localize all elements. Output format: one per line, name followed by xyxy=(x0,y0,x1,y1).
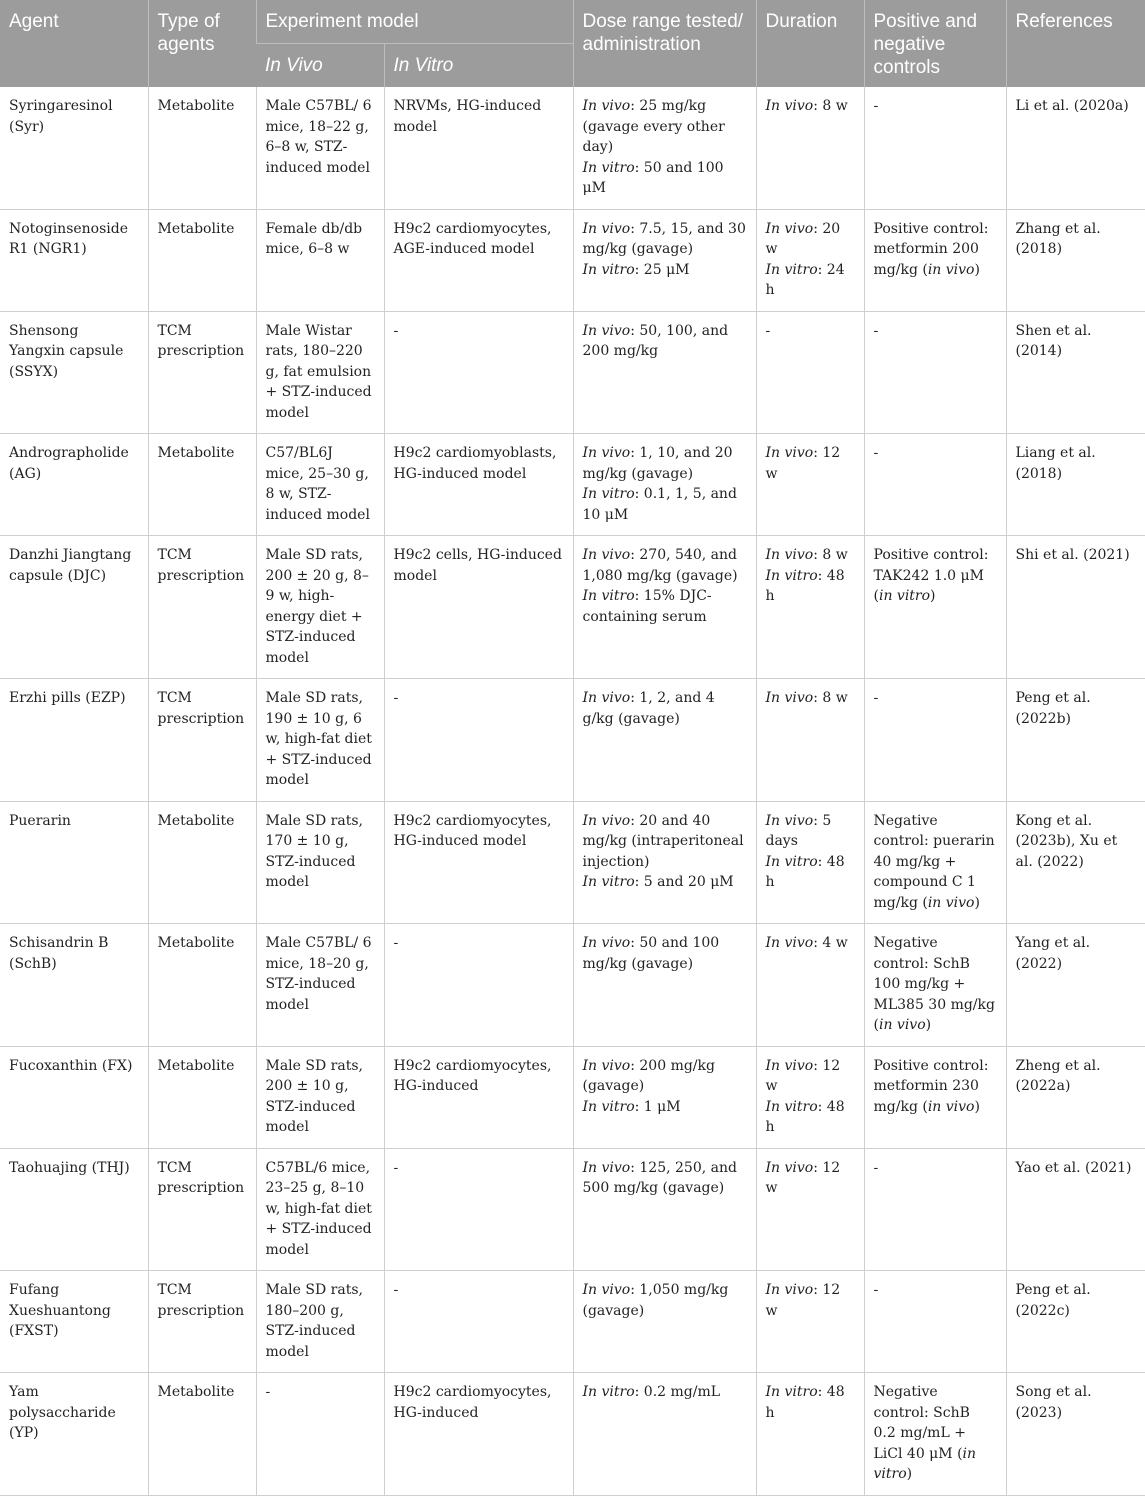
entry-value: : 8 w xyxy=(813,98,848,114)
in-vivo-cell: Male C57BL/ 6 mice, 18–20 g, STZ-induced model xyxy=(256,924,384,1047)
in-vitro-cell: - xyxy=(384,311,573,434)
table-row xyxy=(0,679,1145,802)
in-vitro-cell: H9c2 cardiomyoblasts, HG-induced model xyxy=(384,434,573,536)
duration-cell xyxy=(756,801,864,924)
type-cell: Metabolite xyxy=(148,924,256,1047)
in-vivo-cell: Male Wistar rats, 180–220 g, fat emulsion + STZ-induced model xyxy=(256,311,384,434)
dose-cell-entry xyxy=(583,260,747,281)
controls-cell: - xyxy=(864,311,1006,434)
references-cell: Shi et al. (2021) xyxy=(1006,536,1145,679)
type-cell: Metabolite xyxy=(148,209,256,311)
duration-cell xyxy=(756,1046,864,1148)
context-label: In vivo xyxy=(765,812,814,829)
references-cell: Shen et al. (2014) xyxy=(1006,311,1145,434)
context-label: In vitro xyxy=(765,261,818,278)
in-vivo-cell: Male C57BL/ 6 mice, 18–22 g, 6–8 w, STZ-induced model xyxy=(256,87,384,209)
in-vivo-cell: Male SD rats, 170 ± 10 g, STZ-induced model xyxy=(256,801,384,924)
in-vivo-cell: Female db/db mice, 6–8 w xyxy=(256,209,384,311)
context-label: In vivo xyxy=(765,1282,814,1298)
context-label: In vivo xyxy=(582,935,631,951)
table-row xyxy=(0,87,1145,209)
entry-value: : 1, 2, and 4 g/kg (gavage) xyxy=(582,690,715,727)
controls-cell: Positive control: metformin 230 mg/kg (in vivo) xyxy=(864,1046,1006,1148)
table-row xyxy=(0,1271,1145,1373)
header-references: References xyxy=(1006,0,1145,87)
dose-cell-entry xyxy=(583,96,747,158)
dose-cell-entry xyxy=(583,545,747,586)
dose-cell-entry xyxy=(583,688,747,729)
references-cell: Song et al. (2023) xyxy=(1006,1373,1145,1496)
entry-value: : 15% DJC-containing serum xyxy=(582,588,712,625)
table-row xyxy=(0,209,1145,311)
duration-cell xyxy=(756,434,864,536)
dose-cell xyxy=(573,311,756,434)
header-duration: Duration xyxy=(756,0,864,87)
duration-cell-entry xyxy=(766,1097,855,1138)
in-vitro-cell: H9c2 cardiomyocytes, AGE-induced model xyxy=(384,209,573,311)
context-label: In vivo xyxy=(582,1282,631,1298)
entry-value: : 50, 100, and 200 mg/kg xyxy=(582,322,729,359)
duration-cell xyxy=(756,87,864,209)
context-label: In vitro xyxy=(582,588,635,604)
entry-value: : 50 and 100 mg/kg (gavage) xyxy=(582,935,720,972)
references-cell: Peng et al. (2022c) xyxy=(1006,1271,1145,1373)
context-label: In vivo xyxy=(582,1057,631,1074)
entry-value: : 48 h xyxy=(765,1384,845,1421)
context-label: In vivo xyxy=(582,220,631,237)
dose-cell xyxy=(573,924,756,1047)
duration-cell xyxy=(756,536,864,679)
table-row xyxy=(0,1373,1145,1496)
context-label: In vitro xyxy=(765,1098,818,1115)
context-label: In vitro xyxy=(582,1384,635,1400)
type-cell: TCM prescription xyxy=(148,679,256,802)
in-vivo-cell: Male SD rats, 180–200 g, STZ-induced model xyxy=(256,1271,384,1373)
duration-cell-entry xyxy=(766,96,855,117)
references-cell: Kong et al. (2023b), Xu et al. (2022) xyxy=(1006,801,1145,924)
dose-cell-entry xyxy=(583,1097,747,1118)
dose-cell xyxy=(573,536,756,679)
controls-cell: - xyxy=(864,679,1006,802)
context-label: In vivo xyxy=(582,547,631,563)
entry-value: : 8 w xyxy=(813,690,848,706)
dose-cell-entry xyxy=(583,933,747,974)
dose-cell xyxy=(573,1373,756,1496)
references-cell: Peng et al. (2022b) xyxy=(1006,679,1145,802)
dose-cell xyxy=(573,1271,756,1373)
duration-cell-entry xyxy=(766,811,855,852)
context-label: In vivo xyxy=(765,935,814,951)
duration-cell-entry xyxy=(766,545,855,566)
header-agent: Agent xyxy=(0,0,148,87)
entry-value: : 12 w xyxy=(765,445,841,482)
agent-cell: Erzhi pills (EZP) xyxy=(0,679,148,802)
agent-cell: Danzhi Jiangtang capsule (DJC) xyxy=(0,536,148,679)
table-row xyxy=(0,536,1145,679)
header-type: Type of agents xyxy=(148,0,256,87)
duration-cell-entry xyxy=(766,566,855,607)
context-label: In vivo xyxy=(765,1057,814,1074)
entry-value: : 25 μM xyxy=(634,261,690,278)
references-cell: Liang et al. (2018) xyxy=(1006,434,1145,536)
dose-cell-entry xyxy=(583,443,747,484)
context-label: In vivo xyxy=(582,690,631,706)
duration-cell xyxy=(756,1148,864,1271)
in-vitro-cell: H9c2 cardiomyocytes, HG-induced xyxy=(384,1373,573,1496)
dose-cell-entry xyxy=(583,872,747,893)
agent-cell: Puerarin xyxy=(0,801,148,924)
context-label: In vivo xyxy=(765,98,814,114)
duration-cell-entry xyxy=(766,1280,855,1321)
table-row xyxy=(0,1148,1145,1271)
context-label: in vivo xyxy=(927,261,975,278)
context-label: In vitro xyxy=(765,1384,818,1400)
entry-value: : 125, 250, and 500 mg/kg (gavage) xyxy=(582,1159,737,1196)
controls-cell: Negative control: SchB 100 mg/kg + ML385 30 mg/kg (in vivo) xyxy=(864,924,1006,1047)
duration-cell xyxy=(756,679,864,802)
context-label: in vitro xyxy=(878,588,931,604)
controls-cell: Positive control: TAK242 1.0 μM (in vitro) xyxy=(864,536,1006,679)
dose-cell-entry xyxy=(583,158,747,199)
in-vitro-cell: H9c2 cardiomyocytes, HG-induced model xyxy=(384,801,573,924)
table-row xyxy=(0,1046,1145,1148)
context-label: In vivo xyxy=(765,547,814,563)
entry-value: : 200 mg/kg (gavage) xyxy=(582,1057,715,1094)
in-vitro-cell: NRVMs, HG-induced model xyxy=(384,87,573,209)
context-label: In vivo xyxy=(582,812,631,829)
entry-value: : 12 w xyxy=(765,1282,841,1319)
duration-cell-entry xyxy=(766,1158,855,1199)
type-cell: Metabolite xyxy=(148,87,256,209)
duration-cell-entry xyxy=(766,852,855,893)
type-cell: Metabolite xyxy=(148,1373,256,1496)
agent-cell: Yam polysaccharide (YP) xyxy=(0,1373,148,1496)
duration-cell-entry xyxy=(766,1056,855,1097)
context-label: In vitro xyxy=(582,1098,635,1115)
context-label: In vivo xyxy=(582,98,631,114)
controls-cell: Positive control: metformin 200 mg/kg (in vivo) xyxy=(864,209,1006,311)
dose-cell-entry xyxy=(583,1056,747,1097)
context-label: In vitro xyxy=(765,853,818,870)
dose-cell xyxy=(573,801,756,924)
entry-value: : 270, 540, and 1,080 mg/kg (gavage) xyxy=(582,547,738,584)
table-row xyxy=(0,434,1145,536)
in-vitro-cell: - xyxy=(384,1148,573,1271)
type-cell: TCM prescription xyxy=(148,1271,256,1373)
agent-cell: Schisandrin B (SchB) xyxy=(0,924,148,1047)
references-cell: Zhang et al. (2018) xyxy=(1006,209,1145,311)
in-vivo-cell: Male SD rats, 200 ± 10 g, STZ-induced model xyxy=(256,1046,384,1148)
context-label: In vivo xyxy=(582,445,631,461)
dose-cell-entry xyxy=(583,1158,747,1199)
references-cell: Yang et al. (2022) xyxy=(1006,924,1145,1047)
dose-cell xyxy=(573,1148,756,1271)
in-vivo-cell: C57/BL6J mice, 25–30 g, 8 w, STZ-induced model xyxy=(256,434,384,536)
entry-value: : 50 and 100 μM xyxy=(582,159,724,196)
entry-value: : 5 days xyxy=(765,812,832,849)
type-cell: TCM prescription xyxy=(148,1148,256,1271)
entry-value: : 8 w xyxy=(813,547,848,563)
entry-value: : 12 w xyxy=(765,1057,841,1094)
duration-cell: - xyxy=(756,311,864,434)
controls-cell: Negative control: SchB 0.2 mg/mL + LiCl 40 μM (in vitro) xyxy=(864,1373,1006,1496)
header-in-vivo: In Vivo xyxy=(256,44,384,88)
agent-cell: Shensong Yangxin capsule (SSYX) xyxy=(0,311,148,434)
context-label: In vitro xyxy=(582,261,635,278)
agent-cell: Taohuajing (THJ) xyxy=(0,1148,148,1271)
header-controls: Positive and negative controls xyxy=(864,0,1006,87)
controls-cell: - xyxy=(864,1148,1006,1271)
table-row xyxy=(0,924,1145,1047)
dose-cell xyxy=(573,1046,756,1148)
context-label: In vivo xyxy=(582,1159,631,1176)
in-vitro-cell: H9c2 cardiomyocytes, HG-induced xyxy=(384,1046,573,1148)
dose-cell-entry xyxy=(583,321,747,362)
context-label: In vitro xyxy=(582,486,635,502)
entry-value: : 0.2 mg/mL xyxy=(634,1384,721,1400)
entry-value: : 12 w xyxy=(765,1159,841,1196)
entry-value: : 1 μM xyxy=(634,1098,681,1115)
dose-cell-entry xyxy=(583,1280,747,1321)
entry-value: : 25 mg/kg (gavage every other day) xyxy=(582,98,725,155)
dose-cell-entry xyxy=(583,811,747,873)
entry-value: : 48 h xyxy=(765,853,845,890)
entry-value: : 4 w xyxy=(813,935,848,951)
dose-cell-entry xyxy=(583,484,747,525)
duration-cell-entry xyxy=(766,443,855,484)
in-vivo-cell: Male SD rats, 190 ± 10 g, 6 w, high-fat diet + STZ-induced model xyxy=(256,679,384,802)
context-label: In vitro xyxy=(582,874,635,890)
type-cell: TCM prescription xyxy=(148,311,256,434)
controls-cell: - xyxy=(864,434,1006,536)
entry-value: : 5 and 20 μM xyxy=(634,874,734,890)
context-label: in vivo xyxy=(878,1017,926,1033)
duration-cell-entry xyxy=(766,1382,855,1423)
entry-value: : 0.1, 1, 5, and 10 μM xyxy=(582,486,737,523)
agent-cell: Fufang Xueshuantong (FXST) xyxy=(0,1271,148,1373)
table-row xyxy=(0,311,1145,434)
dose-cell-entry xyxy=(583,586,747,627)
controls-cell: - xyxy=(864,1271,1006,1373)
duration-cell xyxy=(756,209,864,311)
controls-cell: Negative control: puerarin 40 mg/kg + compound C 1 mg/kg (in vivo) xyxy=(864,801,1006,924)
context-label: In vivo xyxy=(765,445,814,461)
dose-cell xyxy=(573,679,756,802)
duration-cell-entry xyxy=(766,219,855,260)
context-label: in vivo xyxy=(927,1098,975,1115)
entry-value: : 7.5, 15, and 30 mg/kg (gavage) xyxy=(582,220,746,257)
dose-cell xyxy=(573,87,756,209)
entry-value: : 1,050 mg/kg (gavage) xyxy=(582,1282,729,1319)
dose-cell-entry xyxy=(583,219,747,260)
duration-cell xyxy=(756,1271,864,1373)
header-dose: Dose range tested/ administration xyxy=(573,0,756,87)
agent-cell: Andrographolide (AG) xyxy=(0,434,148,536)
dose-cell xyxy=(573,209,756,311)
table-header xyxy=(0,0,1145,87)
duration-cell xyxy=(756,924,864,1047)
duration-cell-entry xyxy=(766,688,855,709)
in-vivo-cell: - xyxy=(256,1373,384,1496)
context-label: In vivo xyxy=(765,220,814,237)
controls-cell: - xyxy=(864,87,1006,209)
dose-cell xyxy=(573,434,756,536)
context-label: in vitro xyxy=(873,1445,977,1482)
in-vitro-cell: - xyxy=(384,1271,573,1373)
in-vitro-cell: - xyxy=(384,924,573,1047)
header-in-vitro: In Vitro xyxy=(384,44,573,88)
in-vitro-cell: - xyxy=(384,679,573,802)
entry-value: : 1, 10, and 20 mg/kg (gavage) xyxy=(582,445,733,482)
entry-value: : 48 h xyxy=(765,1098,845,1135)
context-label: In vivo xyxy=(765,690,814,706)
in-vivo-cell: Male SD rats, 200 ± 20 g, 8–9 w, high-energy diet + STZ-induced model xyxy=(256,536,384,679)
context-label: In vivo xyxy=(582,322,631,339)
entry-value: : 20 w xyxy=(765,220,841,257)
entry-value: : 48 h xyxy=(765,567,845,604)
header-experiment-model: Experiment model xyxy=(256,0,573,44)
in-vitro-cell: H9c2 cells, HG-induced model xyxy=(384,536,573,679)
references-cell: Li et al. (2020a) xyxy=(1006,87,1145,209)
in-vivo-cell: C57BL/6 mice, 23–25 g, 8–10 w, high-fat diet + STZ-induced model xyxy=(256,1148,384,1271)
type-cell: Metabolite xyxy=(148,434,256,536)
type-cell: Metabolite xyxy=(148,801,256,924)
entry-value: : 20 and 40 mg/kg (intraperitoneal injection) xyxy=(582,812,744,870)
entry-value: : 24 h xyxy=(765,261,845,298)
agent-cell: Notoginsenoside R1 (NGR1) xyxy=(0,209,148,311)
agent-cell: Fucoxanthin (FX) xyxy=(0,1046,148,1148)
table-row xyxy=(0,801,1145,924)
duration-cell-entry xyxy=(766,260,855,301)
duration-cell-entry xyxy=(766,933,855,954)
dose-cell-entry xyxy=(583,1382,747,1403)
context-label: In vivo xyxy=(765,1159,814,1176)
duration-cell xyxy=(756,1373,864,1496)
context-label: in vivo xyxy=(927,894,975,911)
type-cell: TCM prescription xyxy=(148,536,256,679)
table-body xyxy=(0,87,1145,1495)
references-cell: Yao et al. (2021) xyxy=(1006,1148,1145,1271)
agent-cell: Syringaresinol (Syr) xyxy=(0,87,148,209)
context-label: In vitro xyxy=(765,567,818,584)
references-cell: Zheng et al. (2022a) xyxy=(1006,1046,1145,1148)
context-label: In vitro xyxy=(582,159,635,176)
type-cell: Metabolite xyxy=(148,1046,256,1148)
